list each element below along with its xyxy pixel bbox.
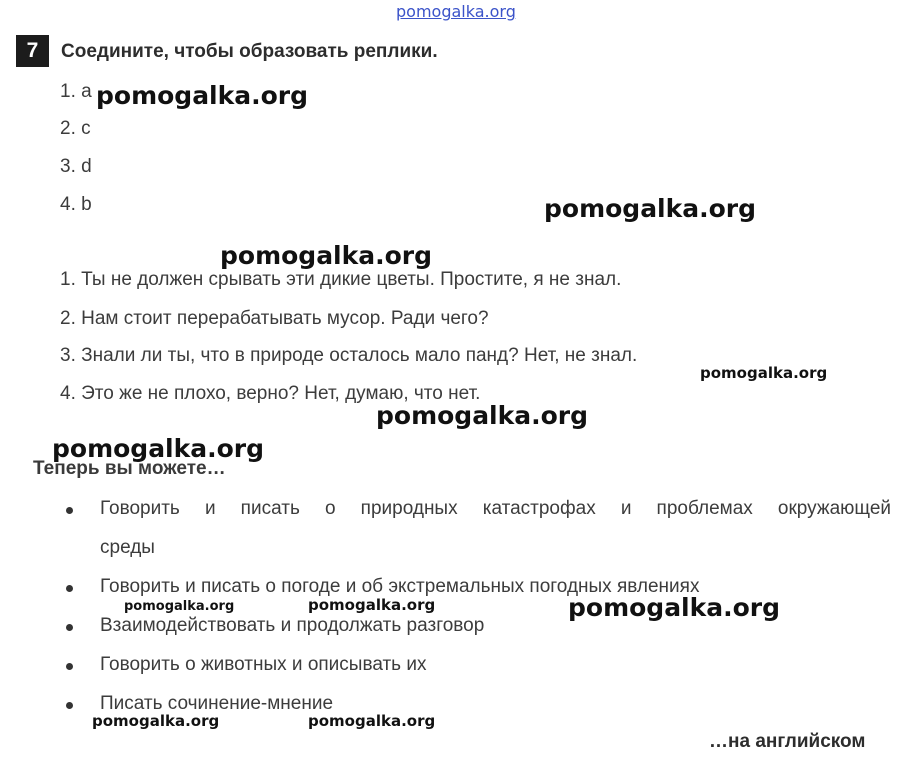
watermark: pomogalka.org <box>568 593 781 622</box>
watermark: pomogalka.org <box>700 364 828 382</box>
answer-item: 4. b <box>60 194 92 215</box>
watermark: pomogalka.org <box>124 599 235 614</box>
answer-item: 2. c <box>60 118 91 139</box>
bullet-marker <box>66 702 73 709</box>
watermark: pomogalka.org <box>52 434 265 463</box>
dialogue-line: 3. Знали ли ты, что в природе осталось мало панд? Нет, не знал. <box>60 345 638 366</box>
answer-item: 1. a <box>60 81 92 102</box>
watermark: pomogalka.org <box>96 81 309 110</box>
bullet-text: Говорить и писать о природных катастрофах и проблемах окружающей <box>100 498 891 519</box>
bullet-text: Говорить о животных и описывать их <box>100 654 427 675</box>
bullet-marker <box>66 507 73 514</box>
footer-caption: …на английском <box>709 731 866 752</box>
section-heading: Теперь вы можете… <box>33 458 226 479</box>
watermark: pomogalka.org <box>220 241 433 270</box>
watermark: pomogalka.org <box>308 712 436 730</box>
task-title: Соедините, чтобы образовать реплики. <box>61 41 438 62</box>
watermark: pomogalka.org <box>92 712 220 730</box>
bullet-text: Говорить и писать о погоде и об экстремальных погодных явлениях <box>100 576 700 597</box>
top-watermark-link[interactable]: pomogalka.org <box>396 2 516 21</box>
bullet-text: Писать сочинение-мнение <box>100 693 334 714</box>
answer-item: 3. d <box>60 156 92 177</box>
bullet-text: Взаимодействовать и продолжать разговор <box>100 615 485 636</box>
dialogue-line: 2. Нам стоит перерабатывать мусор. Ради чего? <box>60 308 489 329</box>
bullet-text: среды <box>100 537 155 558</box>
dialogue-line: 1. Ты не должен срывать эти дикие цветы. Простите, я не знал. <box>60 269 622 290</box>
bullet-marker <box>66 663 73 670</box>
watermark: pomogalka.org <box>308 596 436 614</box>
bullet-marker <box>66 624 73 631</box>
bullet-marker <box>66 585 73 592</box>
watermark: pomogalka.org <box>376 401 589 430</box>
task-number-badge: 7 <box>16 35 49 67</box>
dialogue-line: 4. Это же не плохо, верно? Нет, думаю, что нет. <box>60 383 481 404</box>
bullet-item <box>66 498 896 524</box>
watermark: pomogalka.org <box>544 194 757 223</box>
